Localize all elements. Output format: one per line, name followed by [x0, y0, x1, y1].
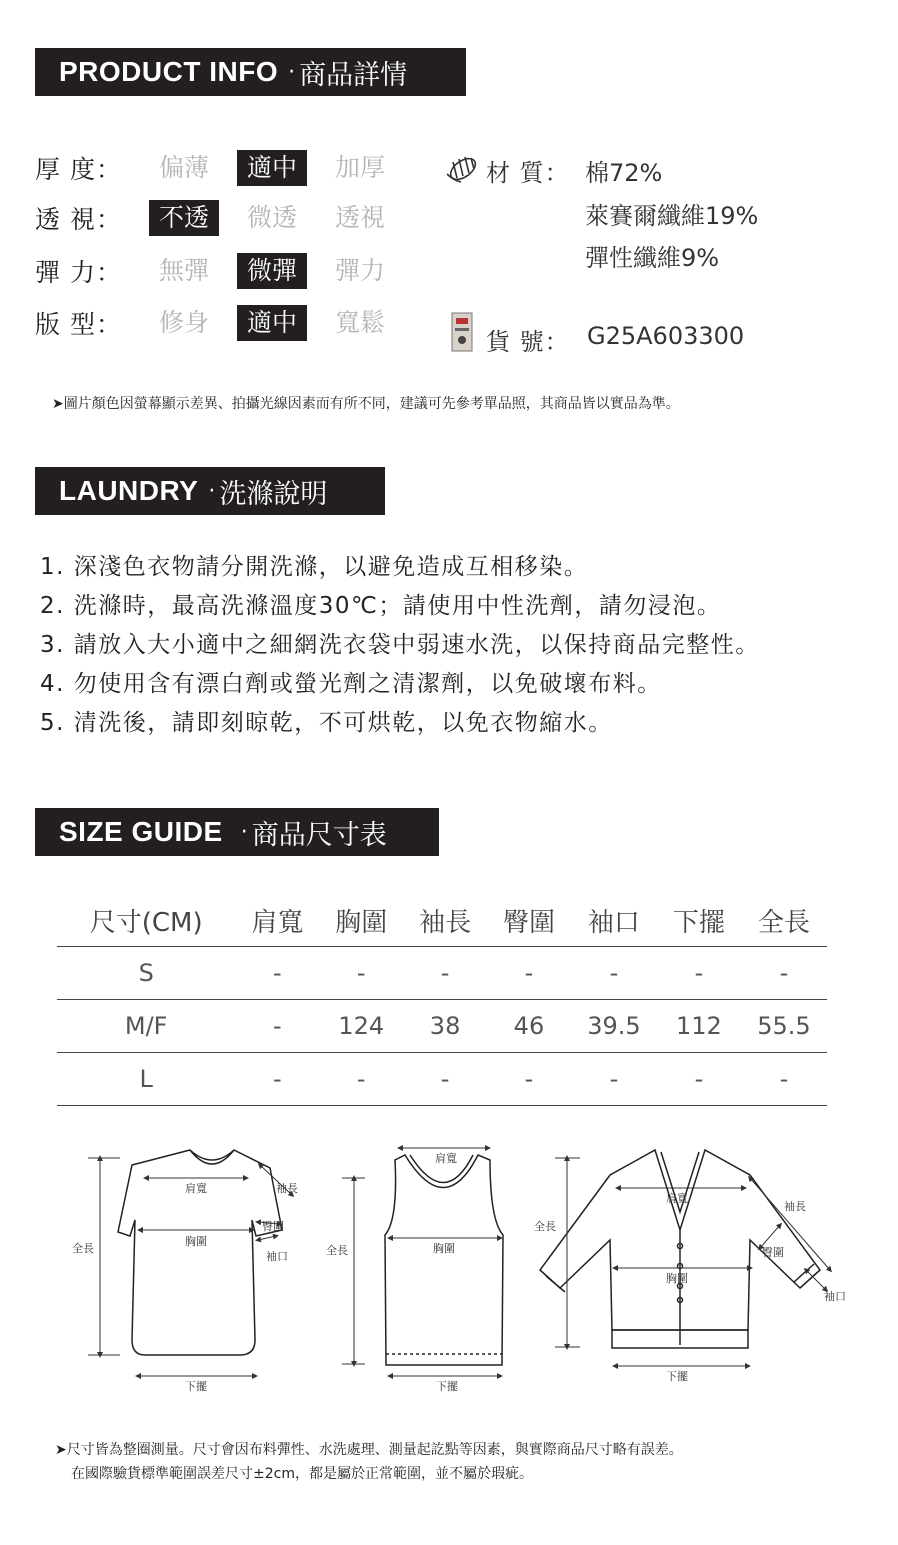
size-table-column-header: 肩寬	[251, 907, 304, 938]
size-table-cell: -	[657, 947, 741, 1000]
attribute-option-selected: 不透	[149, 200, 219, 236]
tshirt-dress-diagram	[118, 1150, 282, 1355]
attribute-option: 偏薄	[158, 153, 209, 182]
size-table-cell: 46	[487, 1000, 571, 1053]
header-dot: ·	[240, 819, 248, 845]
item-no-value: G25A603300	[587, 322, 745, 350]
attribute-option: 彈力	[334, 256, 385, 285]
label-sleeve-1: 袖長	[276, 1182, 298, 1195]
attribute-row	[35, 253, 413, 289]
attribute-option: 透視	[334, 203, 385, 232]
material-label: 材 質：	[486, 159, 570, 187]
label-length-1: 全長	[72, 1242, 94, 1255]
item-no-label: 貨 號：	[486, 328, 570, 356]
attribute-option-selected: 適中	[237, 305, 307, 341]
size-table-column-header: 袖長	[419, 907, 472, 938]
size-table-cell: M/F	[57, 1000, 235, 1053]
laundry-title-zh: 洗滌說明	[219, 478, 328, 510]
material-line-2: 萊賽爾纖維19%	[585, 202, 759, 230]
attribute-row	[35, 150, 413, 186]
size-table-cell: 124	[319, 1000, 403, 1053]
size-guide-title-en: SIZE GUIDE	[59, 816, 223, 847]
size-table-header-row	[57, 894, 827, 947]
size-table-cell: L	[57, 1053, 235, 1106]
size-table-cell: -	[571, 1053, 657, 1106]
label-length-2: 全長	[326, 1244, 348, 1257]
size-table-cell: -	[403, 947, 487, 1000]
size-table-cell: -	[235, 1000, 319, 1053]
size-table-cell: -	[403, 1053, 487, 1106]
garment-diagrams	[60, 1140, 860, 1400]
size-table-cell: -	[319, 947, 403, 1000]
size-table-column-header: 臀圍	[502, 907, 555, 938]
label-cuff-3: 袖口	[824, 1290, 846, 1303]
label-hip-1: 臀圍	[262, 1220, 284, 1233]
size-note-line-1: ➤尺寸皆為整圈測量。尺寸會因布料彈性、水洗處理、測量起訖點等因素，與實際商品尺寸略有誤差。	[55, 1442, 683, 1458]
label-hip-3: 臀圍	[762, 1246, 784, 1259]
label-shoulder-2: 肩寬	[435, 1152, 457, 1165]
attribute-label: 透 視：	[35, 205, 122, 234]
size-table-cell: 38	[403, 1000, 487, 1053]
size-guide-header	[35, 808, 439, 856]
size-table-cell: 39.5	[571, 1000, 657, 1053]
size-table-cell: -	[235, 1053, 319, 1106]
size-table-column-header: 胸圍	[335, 907, 388, 938]
attribute-label: 版 型：	[35, 310, 122, 339]
label-hem-1: 下擺	[185, 1380, 207, 1393]
laundry-item-1: 1. 深淺色衣物請分開洗滌，以避免造成互相移染。	[40, 554, 589, 580]
label-chest-3: 胸圍	[666, 1272, 688, 1285]
size-table	[57, 894, 827, 1106]
laundry-item-2: 2. 洗滌時，最高洗滌溫度30℃；請使用中性洗劑，請勿浸泡。	[40, 593, 722, 619]
laundry-item-4: 4. 勿使用含有漂白劑或螢光劑之清潔劑，以免破壞布料。	[40, 671, 662, 697]
size-table-row	[57, 947, 827, 1000]
size-table-cell: -	[319, 1053, 403, 1106]
attribute-option: 寬鬆	[334, 308, 385, 337]
label-length-3: 全長	[534, 1220, 556, 1233]
size-guide-title-zh: 商品尺寸表	[251, 819, 387, 851]
laundry-item-3: 3. 請放入大小適中之細網洗衣袋中弱速水洗，以保持商品完整性。	[40, 632, 760, 658]
size-table-cell: 112	[657, 1000, 741, 1053]
attribute-row	[35, 200, 413, 236]
size-note-line-2: 在國際驗貨標準範圍誤差尺寸±2cm，都是屬於正常範圍，並不屬於瑕疵。	[71, 1466, 533, 1482]
attribute-label: 厚 度：	[35, 155, 122, 184]
laundry-header	[35, 467, 385, 515]
product-info-header	[35, 48, 466, 96]
laundry-title-en: LAUNDRY	[59, 475, 199, 506]
label-chest-2: 胸圍	[433, 1242, 455, 1255]
label-sleeve-3: 袖長	[784, 1200, 806, 1213]
attribute-label: 彈 力：	[35, 258, 122, 287]
attribute-option: 無彈	[158, 256, 209, 285]
size-table-cell: -	[235, 947, 319, 1000]
size-table-column-header: 全長	[757, 907, 810, 938]
size-table-column-header: 袖口	[587, 907, 640, 938]
size-table-column-header: 尺寸(CM)	[89, 907, 203, 938]
thread-spool-icon	[443, 152, 483, 186]
tag-icon	[451, 312, 473, 352]
attribute-option: 微透	[246, 203, 297, 232]
attribute-row	[35, 305, 413, 341]
size-table-cell: -	[657, 1053, 741, 1106]
size-table-cell: -	[487, 947, 571, 1000]
material-line-3: 彈性纖維9%	[585, 244, 720, 272]
label-shoulder-1: 肩寬	[185, 1182, 207, 1195]
size-table-cell: -	[741, 1053, 827, 1106]
label-cuff-1: 袖口	[266, 1250, 288, 1263]
label-hem-3: 下擺	[666, 1370, 688, 1383]
attribute-option: 加厚	[334, 153, 385, 182]
material-line-1: 棉72%	[585, 159, 663, 187]
header-dot: ·	[288, 59, 296, 85]
size-table-cell: 55.5	[741, 1000, 827, 1053]
size-table-column-header: 下擺	[672, 907, 725, 938]
size-table-row	[57, 1000, 827, 1053]
size-table-row	[57, 1053, 827, 1106]
tank-top-diagram	[385, 1155, 503, 1365]
attribute-option-selected: 適中	[237, 150, 307, 186]
label-chest-1: 胸圍	[185, 1235, 207, 1248]
size-table-cell: -	[487, 1053, 571, 1106]
size-table-cell: -	[571, 947, 657, 1000]
label-hem-2: 下擺	[436, 1380, 458, 1393]
attribute-option-selected: 微彈	[237, 253, 307, 289]
attribute-option: 修身	[158, 308, 209, 337]
header-dot: ·	[208, 478, 216, 504]
size-table-cell: S	[57, 947, 235, 1000]
product-info-title-en: PRODUCT INFO	[59, 56, 279, 87]
label-shoulder-3: 肩寬	[666, 1192, 688, 1205]
laundry-item-5: 5. 清洗後，請即刻晾乾，不可烘乾，以免衣物縮水。	[40, 710, 613, 736]
product-info-title-zh: 商品詳情	[299, 59, 408, 91]
size-table-cell: -	[741, 947, 827, 1000]
color-disclaimer: ➤圖片顏色因螢幕顯示差異、拍攝光線因素而有所不同，建議可先參考單品照，其商品皆以實品為準。	[52, 396, 680, 412]
